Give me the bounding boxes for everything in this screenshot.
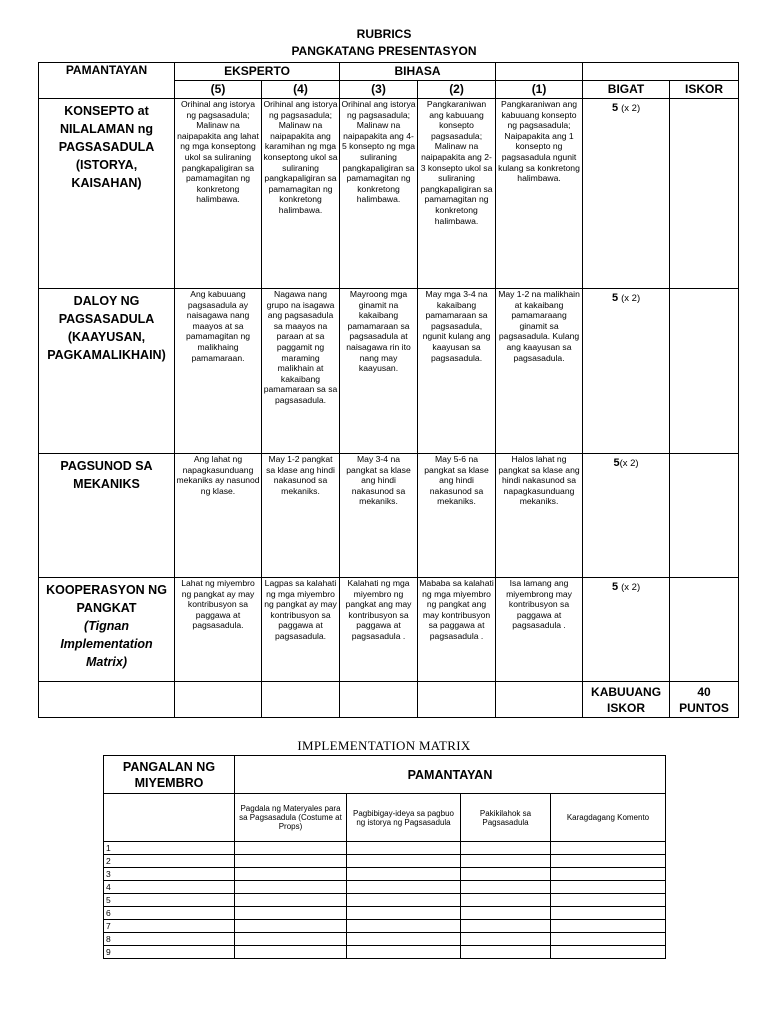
descriptor-3: Kalahati ng mga miyembro ng pangkat ang may kontribusyon sa paggawa at pagsasadula . bbox=[340, 578, 418, 682]
iskor-cell[interactable] bbox=[670, 578, 739, 682]
iskor-cell[interactable] bbox=[670, 289, 739, 454]
descriptor-2: May 5-6 na pangkat sa klase ang hindi nakasunod sa mekaniks. bbox=[418, 454, 496, 578]
bigat-value: 5 bbox=[611, 292, 619, 304]
matrix-cell[interactable] bbox=[347, 933, 461, 946]
matrix-cell[interactable] bbox=[551, 868, 666, 881]
matrix-column-header: Pakikilahok sa Pagsasadula bbox=[461, 794, 551, 842]
header-blank bbox=[496, 63, 583, 81]
matrix-cell[interactable] bbox=[347, 868, 461, 881]
matrix-cell[interactable] bbox=[347, 881, 461, 894]
descriptor-4: Orihinal ang istorya ng pagsasadula; Malinaw na naipapakita ang karamihan ng mga konseptong ukol sa suliraning pangkapaligiran sa pamamagitan ng konkretong halimbawa. bbox=[262, 99, 340, 289]
iskor-cell[interactable] bbox=[670, 99, 739, 289]
descriptor-5: Lahat ng miyembro ng pangkat ay may kontribusyon sa paggawa at pagsasadula. bbox=[175, 578, 262, 682]
header-iskor: ISKOR bbox=[670, 81, 739, 99]
matrix-cell[interactable] bbox=[551, 894, 666, 907]
matrix-cell[interactable] bbox=[235, 920, 347, 933]
bigat-cell bbox=[583, 99, 670, 289]
matrix-row bbox=[104, 920, 666, 933]
document-subtitle: PANGKATANG PRESENTASYON bbox=[291, 44, 477, 58]
member-number: 2 bbox=[104, 855, 235, 868]
bigat-multiplier: (x 2) bbox=[621, 103, 641, 114]
matrix-cell[interactable] bbox=[461, 868, 551, 881]
descriptor-5: Orihinal ang istorya ng pagsasadula; Malinaw na naipapakita ang lahat ng mga konseptong ukol sa suliraning pangkapaligiran sa pamamagitan ng konkretong halimbawa. bbox=[175, 99, 262, 289]
matrix-cell[interactable] bbox=[347, 842, 461, 855]
descriptor-4: May 1-2 pangkat sa klase ang hindi nakasunod sa mekaniks. bbox=[262, 454, 340, 578]
bigat-value: 5 bbox=[611, 581, 619, 593]
matrix-cell[interactable] bbox=[551, 946, 666, 959]
total-points: 40 PUNTOS bbox=[670, 682, 739, 718]
total-row bbox=[39, 682, 739, 718]
matrix-cell[interactable] bbox=[461, 920, 551, 933]
rubric-table bbox=[38, 62, 739, 718]
descriptor-5: Ang kabuuang pagsasadula ay naisagawa nang maayos at sa pamamagitan ng malikhaing pamamaraan. bbox=[175, 289, 262, 454]
iskor-cell[interactable] bbox=[670, 454, 739, 578]
descriptor-4: Nagawa nang grupo na isagawa ang pagsasadula sa maayos na paraan at sa paggamit ng maraming malikhain at kakaibang pamamaraan sa sa pagsasadula. bbox=[262, 289, 340, 454]
matrix-cell[interactable] bbox=[461, 933, 551, 946]
matrix-cell[interactable] bbox=[235, 842, 347, 855]
matrix-cell[interactable] bbox=[235, 907, 347, 920]
matrix-cell[interactable] bbox=[551, 920, 666, 933]
member-number: 5 bbox=[104, 894, 235, 907]
matrix-cell[interactable] bbox=[235, 946, 347, 959]
blank-cell bbox=[39, 682, 175, 718]
header-score-1: (1) bbox=[496, 81, 583, 99]
matrix-cell[interactable] bbox=[551, 907, 666, 920]
header-pamantayan: PAMANTAYAN bbox=[39, 63, 175, 99]
matrix-cell[interactable] bbox=[551, 842, 666, 855]
matrix-cell[interactable] bbox=[347, 907, 461, 920]
blank-cell bbox=[418, 682, 496, 718]
matrix-name-header: PANGALAN NG MIYEMBRO bbox=[104, 756, 235, 794]
matrix-row bbox=[104, 855, 666, 868]
matrix-cell[interactable] bbox=[347, 894, 461, 907]
matrix-row bbox=[104, 907, 666, 920]
header-score-3: (3) bbox=[340, 81, 418, 99]
header-score-2: (2) bbox=[418, 81, 496, 99]
bigat-cell bbox=[583, 578, 670, 682]
criterion-daloy: DALOY NG PAGSASADULA (KAAYUSAN, PAGKAMALIKHAIN) bbox=[39, 289, 175, 454]
matrix-row bbox=[104, 933, 666, 946]
descriptor-2: May mga 3-4 na kakaibang pamamaraan sa pagsasadula, ngunit kulang ang kaayusan sa pagsasadula. bbox=[418, 289, 496, 454]
matrix-cell[interactable] bbox=[347, 920, 461, 933]
header-eksperto: EKSPERTO bbox=[175, 63, 340, 81]
matrix-column-header: Pagbibigay-ideya sa pagbuo ng istorya ng Pagsasadula bbox=[347, 794, 461, 842]
matrix-cell[interactable] bbox=[551, 855, 666, 868]
descriptor-2: Mababa sa kalahati ng mga miyembro ng pangkat ang may kontribusyon sa paggawa at pagsasadula . bbox=[418, 578, 496, 682]
matrix-cell[interactable] bbox=[461, 881, 551, 894]
matrix-cell[interactable] bbox=[461, 842, 551, 855]
descriptor-5: Ang lahat ng napagkasunduang mekaniks ay nasunod ng klase. bbox=[175, 454, 262, 578]
criterion-konsepto: KONSEPTO at NILALAMAN ng PAGSASADULA (ISTORYA, KAISAHAN) bbox=[39, 99, 175, 289]
member-number: 1 bbox=[104, 842, 235, 855]
bigat-multiplier: (x 2) bbox=[619, 458, 639, 469]
blank-cell bbox=[340, 682, 418, 718]
member-number: 3 bbox=[104, 868, 235, 881]
descriptor-3: Orihinal ang istorya ng pagsasadula; Malinaw na naipapakita ang 4-5 konsepto ng mga suliraning pangkapaligiran sa pamamagitan ng konkretong halimbawa. bbox=[340, 99, 418, 289]
matrix-column-header: Pagdala ng Materyales para sa Pagsasadula (Costume at Props) bbox=[235, 794, 347, 842]
matrix-title: IMPLEMENTATION MATRIX bbox=[297, 738, 471, 753]
header-bigat: BIGAT bbox=[583, 81, 670, 99]
matrix-row bbox=[104, 881, 666, 894]
descriptor-2: Pangkaraniwan ang kabuuang konsepto pagsasadula; Malinaw na naipapakita ang 2-3 konsepto ukol sa suliraning pangkapaligiran sa pamamagitan ng konkretong halimbawa. bbox=[418, 99, 496, 289]
matrix-column-header: Karagdagang Komento bbox=[551, 794, 666, 842]
matrix-cell[interactable] bbox=[551, 933, 666, 946]
bigat-value: 5 bbox=[611, 102, 619, 114]
header-bihasa: BIHASA bbox=[340, 63, 496, 81]
header-blank-right bbox=[583, 63, 739, 81]
matrix-cell[interactable] bbox=[235, 868, 347, 881]
descriptor-1: Isa lamang ang miyembrong may kontribusyon sa paggawa at pagsasadula . bbox=[496, 578, 583, 682]
matrix-row bbox=[104, 946, 666, 959]
member-number: 9 bbox=[104, 946, 235, 959]
document-title: RUBRICS bbox=[356, 27, 412, 41]
matrix-blank-header bbox=[104, 794, 235, 842]
matrix-cell[interactable] bbox=[551, 881, 666, 894]
rubric-row bbox=[39, 578, 739, 682]
descriptor-4: Lagpas sa kalahati ng mga miyembro ng pangkat ay may kontribusyon sa paggawa at pagsasadula. bbox=[262, 578, 340, 682]
rubric-row bbox=[39, 289, 739, 454]
kabuuang-iskor-label: KABUUANG ISKOR bbox=[583, 682, 670, 718]
descriptor-1: May 1-2 na malikhain at kakaibang pamamaraang ginamit sa pagsasadula. Kulang ang kaayusan sa pagsasadula. bbox=[496, 289, 583, 454]
descriptor-3: Mayroong mga ginamit na kakaibang pamamaraan sa pagsasadula at naisagawa rin ito nang may kaayusan. bbox=[340, 289, 418, 454]
matrix-cell[interactable] bbox=[347, 946, 461, 959]
blank-cell bbox=[175, 682, 262, 718]
matrix-row bbox=[104, 868, 666, 881]
header-score-5: (5) bbox=[175, 81, 262, 99]
header-score-4: (4) bbox=[262, 81, 340, 99]
member-number: 4 bbox=[104, 881, 235, 894]
descriptor-1: Halos lahat ng pangkat sa klase ang hindi nakasunod sa napagkasunduang mekaniks. bbox=[496, 454, 583, 578]
criterion-kooperasyon bbox=[39, 578, 175, 682]
matrix-cell[interactable] bbox=[347, 855, 461, 868]
member-number: 8 bbox=[104, 933, 235, 946]
matrix-row bbox=[104, 842, 666, 855]
matrix-cell[interactable] bbox=[235, 933, 347, 946]
bigat-multiplier: (x 2) bbox=[621, 582, 641, 593]
implementation-matrix-table bbox=[103, 755, 666, 959]
matrix-cell[interactable] bbox=[461, 946, 551, 959]
member-number: 6 bbox=[104, 907, 235, 920]
matrix-pamantayan-header: PAMANTAYAN bbox=[235, 756, 666, 794]
matrix-row bbox=[104, 894, 666, 907]
bigat-multiplier: (x 2) bbox=[621, 293, 641, 304]
matrix-cell[interactable] bbox=[235, 855, 347, 868]
matrix-cell[interactable] bbox=[235, 894, 347, 907]
blank-cell bbox=[496, 682, 583, 718]
bigat-cell bbox=[583, 289, 670, 454]
criterion-kooperasyon-note: (Tignan Implementation Matrix) bbox=[60, 619, 153, 669]
matrix-cell[interactable] bbox=[461, 855, 551, 868]
matrix-cell[interactable] bbox=[461, 907, 551, 920]
bigat-value: 5 bbox=[613, 457, 620, 469]
member-number: 7 bbox=[104, 920, 235, 933]
rubric-row bbox=[39, 454, 739, 578]
matrix-cell[interactable] bbox=[235, 881, 347, 894]
matrix-cell[interactable] bbox=[461, 894, 551, 907]
blank-cell bbox=[262, 682, 340, 718]
bigat-cell bbox=[583, 454, 670, 578]
criterion-kooperasyon-label: KOOPERASYON NG PANGKAT bbox=[46, 583, 167, 615]
rubric-row bbox=[39, 99, 739, 289]
descriptor-1: Pangkaraniwan ang kabuuang konsepto ng pagsasadula; Naipapakita ang 1 konsepto ng pagsasadula ngunit kulang sa konkretong halimbawa. bbox=[496, 99, 583, 289]
descriptor-3: May 3-4 na pangkat sa klase ang hindi nakasunod sa mekaniks. bbox=[340, 454, 418, 578]
criterion-pagsunod: PAGSUNOD SA MEKANIKS bbox=[39, 454, 175, 578]
